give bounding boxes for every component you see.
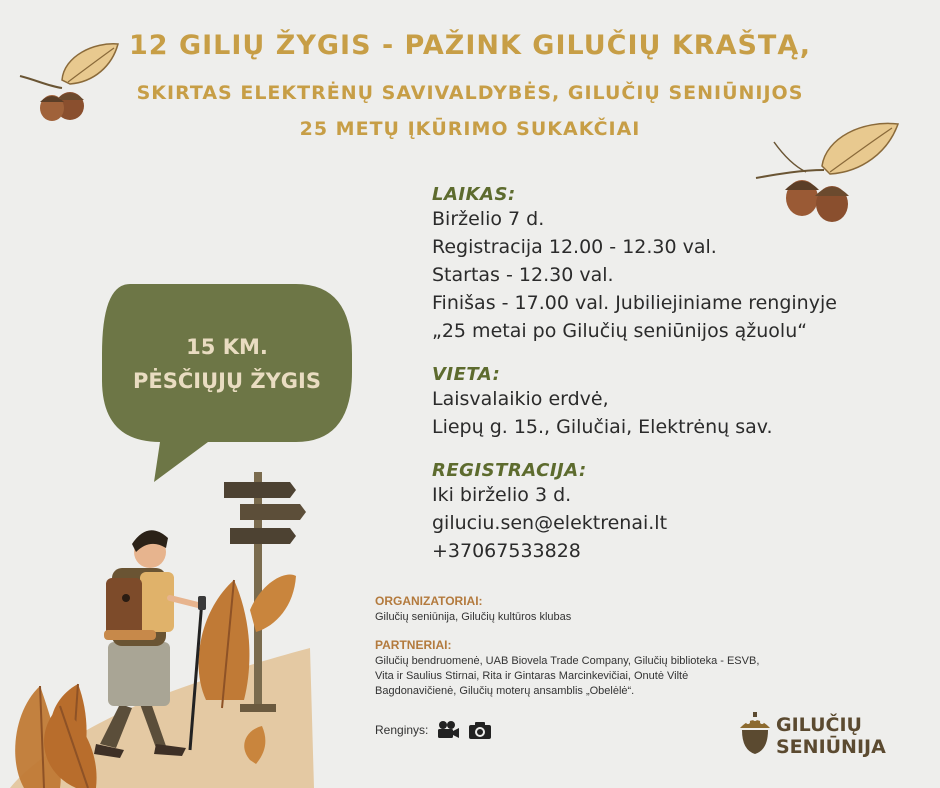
registracija-phone[interactable]: +37067533828 bbox=[432, 540, 581, 562]
section-partneriai bbox=[375, 638, 759, 699]
laikas-line: Birželio 7 d. bbox=[432, 208, 545, 230]
bubble-text bbox=[102, 330, 352, 398]
partneriai-line: Gilučių bendruomenė, UAB Biovela Trade Company, Gilučių biblioteka - ESVB, bbox=[375, 655, 760, 667]
partneriai-line: Bagdonavičienė, Gilučių moterų ansamblis „Obelėlė“. bbox=[375, 685, 635, 697]
logo-line-2: SENIŪNIJA bbox=[776, 736, 886, 758]
vieta-heading: VIETA: bbox=[432, 364, 501, 385]
acorn-logo-icon bbox=[738, 712, 772, 756]
video-camera-icon bbox=[436, 720, 460, 740]
registracija-deadline: Iki birželio 3 d. bbox=[432, 484, 572, 506]
bubble-label: PĖSČIŲJŲ ŽYGIS bbox=[133, 369, 321, 393]
partneriai-heading: PARTNERIAI: bbox=[375, 638, 452, 652]
vieta-line: Liepų g. 15., Gilučiai, Elektrėnų sav. bbox=[432, 416, 773, 438]
title-line-2: SKIRTAS ELEKTRĖNŲ SAVIVALDYBĖS, GILUČIŲ SENIŪNIJOS bbox=[136, 82, 804, 104]
section-laikas bbox=[432, 184, 837, 345]
section-vieta bbox=[432, 364, 773, 441]
renginys-label: Renginys: bbox=[375, 722, 429, 737]
section-organizatoriai bbox=[375, 594, 571, 625]
vieta-line: Laisvalaikio erdvė, bbox=[432, 388, 609, 410]
title-line-3: 25 METŲ ĮKŪRIMO SUKAKČIAI bbox=[299, 118, 641, 140]
acorn-leaf-icon bbox=[14, 36, 124, 122]
photo-camera-icon bbox=[468, 720, 492, 740]
logo-line-1: GILUČIŲ bbox=[776, 714, 862, 736]
hiker-illustration bbox=[0, 460, 370, 788]
organizatoriai-text: Gilučių seniūnija, Gilučių kultūros klubas bbox=[375, 611, 572, 623]
partneriai-line: Vita ir Saulius Stirnai, Rita ir Gintaras Marcinkevičiai, Onutė Viltė bbox=[375, 670, 689, 682]
title-line-1: 12 GILIŲ ŽYGIS - PAŽINK GILUČIŲ KRAŠTĄ, bbox=[129, 30, 811, 61]
laikas-heading: LAIKAS: bbox=[432, 184, 516, 205]
laikas-line: Startas - 12.30 val. bbox=[432, 264, 614, 286]
laikas-line: Finišas - 17.00 val. Jubiliejiniame renginyje bbox=[432, 292, 837, 314]
laikas-line: Registracija 12.00 - 12.30 val. bbox=[432, 236, 717, 258]
laikas-line: „25 metai po Gilučių seniūnijos ąžuolu“ bbox=[432, 320, 808, 342]
logo-text bbox=[776, 714, 886, 758]
registracija-heading: REGISTRACIJA: bbox=[432, 460, 587, 481]
organizatoriai-heading: ORGANIZATORIAI: bbox=[375, 594, 483, 608]
bubble-distance: 15 KM. bbox=[186, 335, 268, 359]
registracija-email[interactable]: giluciu.sen@elektrenai.lt bbox=[432, 512, 668, 534]
renginys-row bbox=[375, 720, 492, 740]
section-registracija bbox=[432, 460, 667, 565]
